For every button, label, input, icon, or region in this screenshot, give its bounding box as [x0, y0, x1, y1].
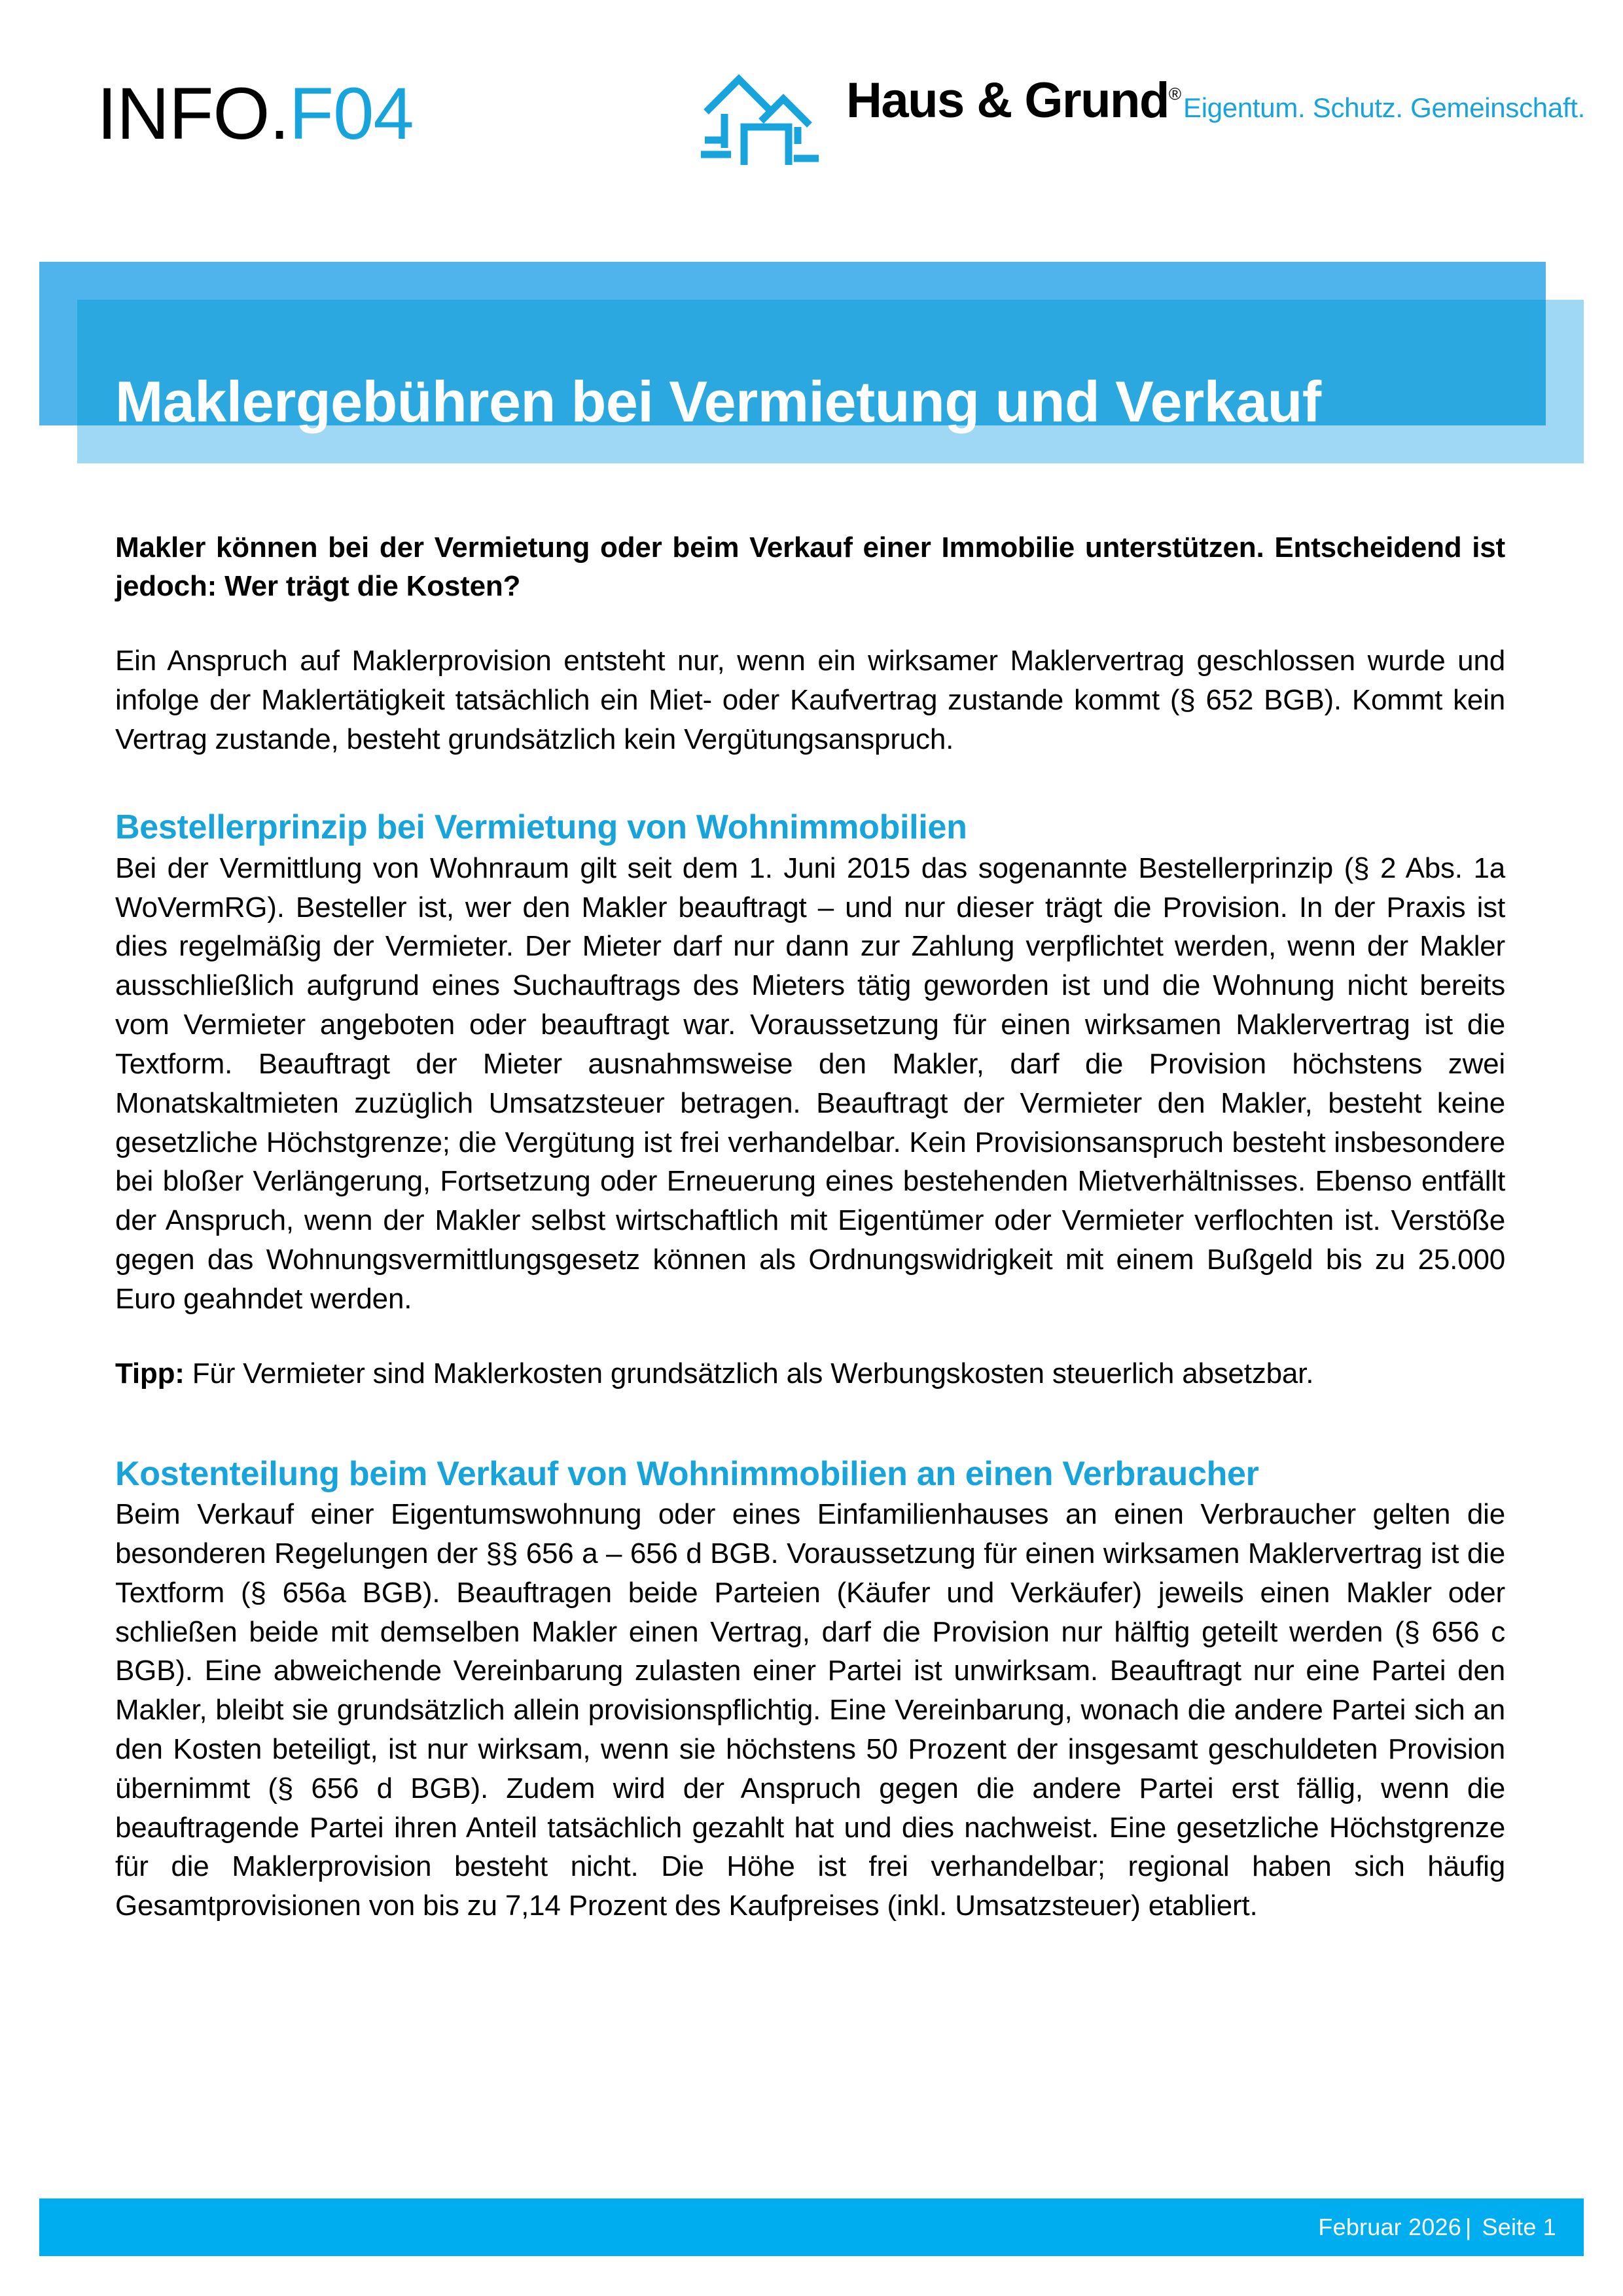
title-banner — [0, 259, 1623, 468]
spacer — [115, 1393, 1505, 1454]
section-heading-2: Kostenteilung beim Verkauf von Wohnimmobilien an einen Verbraucher — [115, 1454, 1259, 1493]
spacer — [115, 606, 1505, 641]
document-code — [97, 73, 414, 154]
footer-page-number: Seite 1 — [1482, 2214, 1556, 2240]
registered-trademark-icon: ® — [1168, 84, 1181, 104]
section-paragraph-1: Bei der Vermittlung von Wohnraum gilt seit dem 1. Juni 2015 das sogenannte Bestellerprinzip (§ 2 Abs. 1a WoVermRG). Besteller ist, wer den Makler beauftragt – und nur dieser trägt die Provision. In der Praxis ist dies regelmäßig der Vermieter. Der Mieter darf nur dann zur Zahlung verpflichtet werden, wenn der Makler ausschließlich aufgrund eines Suchauftrags des Mieters tätig geworden ist und die Wohnung nicht bereits vom Vermieter angeboten oder beauftragt war. Voraussetzung für einen wirksamen Maklervertrag ist die Textform. Beauftragt der Mieter ausnahmsweise den Makler, darf die Provision höchstens zwei Monatskaltmieten zuzüglich Umsatzsteuer betragen. Beauftragt der Vermieter den Makler, besteht keine gesetzliche Höchstgrenze; die Vergütung ist frei verhandelbar. Kein Provisionsanspruch besteht insbesondere bei bloßer Verlängerung, Fortsetzung oder Erneuerung eines bestehenden Mietverhältnisses. Ebenso entfällt der Anspruch, wenn der Makler selbst wirtschaftlich mit Eigentümer oder Vermieter verflochten ist. Verstöße gegen das Wohnungsvermittlungsgesetz können als Ordnungswidrigkeit mit einem Bußgeld bis zu 25.000 Euro geahndet werden. — [115, 852, 1505, 1315]
lead-paragraph: Makler können bei der Vermietung oder beim Verkauf einer Immobilie unterstützen. Entscheidend ist jedoch: Wer trägt die Kosten? — [115, 531, 1505, 602]
section-paragraph-2: Beim Verkauf einer Eigentumswohnung oder eines Einfamilienhauses an einen Verbraucher gelten die besonderen Regelungen der §§ 656 a – 656 d BGB. Voraussetzung für einen wirksamen Maklervertrag ist die Textform (§ 656a BGB). Beauftragen beide Parteien (Käufer und Verkäufer) jeweils einen Makler oder schließen beide mit demselben Makler einen Vertrag, darf die Provision nur hälftig geteilt werden (§ 656 c BGB). Eine abweichende Vereinbarung zulasten einer Partei ist unwirksam. Beauftragt nur eine Partei den Makler, bleibt sie grundsätzlich allein provisionspflichtig. Eine Vereinbarung, wonach die andere Partei sich an den Kosten beteiligt, ist nur wirksam, wenn sie höchstens 50 Prozent der insgesamt geschuldeten Provision übernimmt (§ 656 d BGB). Zudem wird der Anspruch gegen die andere Partei erst fällig, wenn die beauftragende Partei ihren Anteil tatsächlich gezahlt hat und dies nachweist. Eine gesetzliche Höchstgrenze für die Maklerprovision besteht nicht. Die Höhe ist frei verhandelbar; regional haben sich häufig Gesamtprovisionen von bis zu 7,14 Prozent des Kaufpreises (inkl. Umsatzsteuer) etabliert. — [115, 1498, 1505, 1922]
document-code-suffix: F04 — [289, 73, 414, 154]
tip-text: Für Vermieter sind Maklerkosten grundsätzlich als Werbungskosten steuerlich absetzbar. — [184, 1357, 1314, 1390]
brand-tagline: Eigentum. Schutz. Gemeinschaft. — [1183, 92, 1585, 123]
spacer — [115, 1319, 1505, 1354]
brand-name — [846, 73, 1181, 128]
page-title: Maklergebühren bei Vermietung und Verkauf — [115, 368, 1321, 434]
footer-meta — [1318, 2214, 1556, 2241]
tip-label: Tipp: — [115, 1357, 185, 1390]
document-code-prefix: INFO. — [97, 73, 289, 154]
brand-logo — [698, 63, 1585, 165]
footer-date: Februar 2026 — [1318, 2214, 1461, 2240]
page-footer — [39, 2198, 1584, 2256]
footer-separator: | — [1465, 2214, 1472, 2240]
brand-wordmark — [846, 63, 1585, 126]
house-outline-icon — [698, 67, 820, 165]
document-body — [115, 529, 1505, 1926]
page-header — [0, 0, 1623, 216]
brand-name-text: Haus & Grund — [846, 73, 1169, 128]
section-heading-1: Bestellerprinzip bei Vermietung von Wohnimmobilien — [115, 808, 967, 847]
tip-paragraph — [115, 1354, 1505, 1393]
intro-paragraph: Ein Anspruch auf Maklerprovision entsteht nur, wenn ein wirksamer Maklervertrag geschlossen wurde und infolge der Maklertätigkeit tatsächlich ein Miet- oder Kaufvertrag zustande kommt (§ 652 BGB). Kommt kein Vertrag zustande, besteht grundsätzlich kein Vergütungsanspruch. — [115, 644, 1505, 755]
spacer — [115, 759, 1505, 807]
